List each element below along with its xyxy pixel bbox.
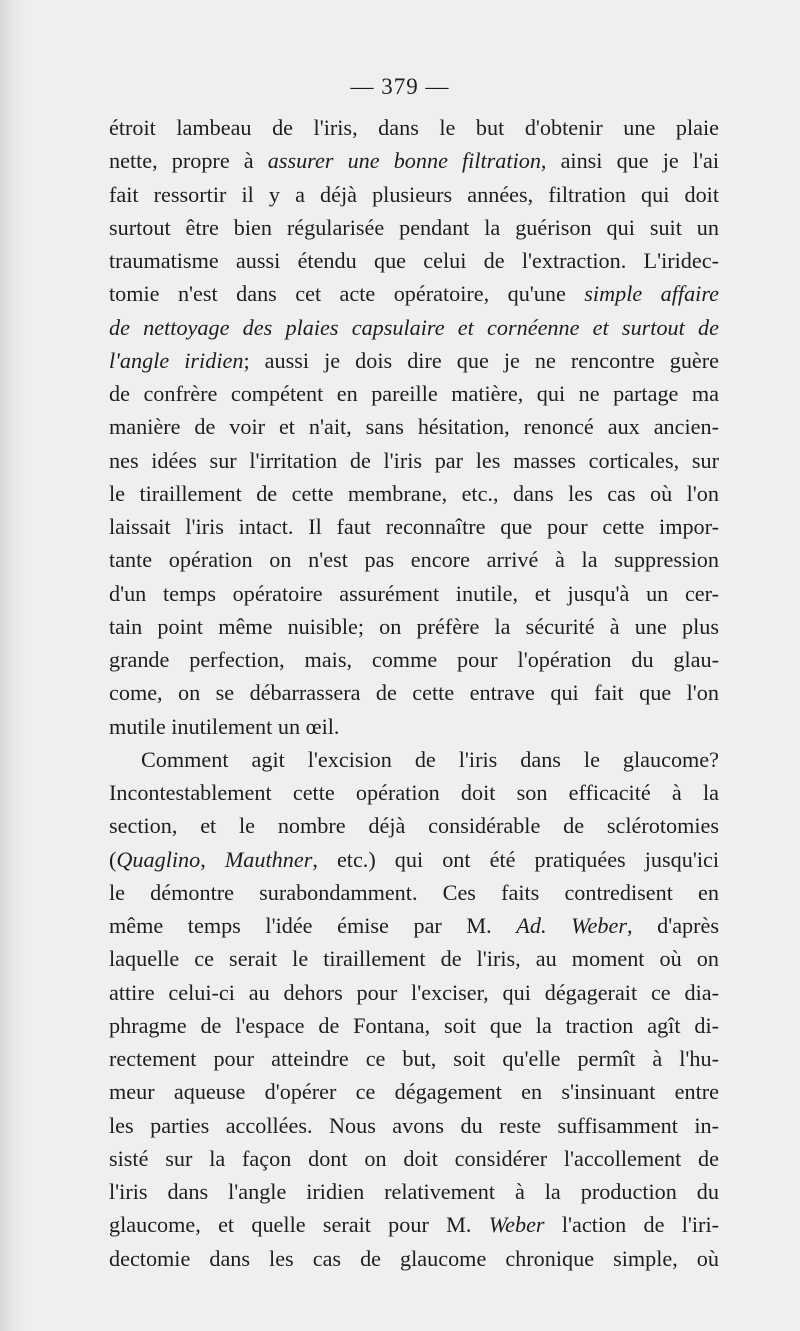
text-segment: tante opération on n'est pas encore arrivé à la suppression	[109, 547, 719, 573]
text-line	[109, 277, 719, 310]
page-number: — 379 —	[350, 74, 450, 99]
italic-text: Quaglino	[116, 846, 201, 872]
text-segment: étroit lambeau de l'iris, dans le but d'obtenir une plaie	[109, 115, 719, 140]
italic-text: Ad. Weber	[516, 913, 627, 938]
text-line	[109, 211, 719, 244]
text-segment: come, on se débarrassera de cette entrave qui fait que l'on	[109, 680, 719, 706]
text-segment: manière de voir et n'ait, sans hésitation, renoncé aux ancien-	[109, 414, 719, 440]
text-segment: Comment agit l'excision de l'iris dans le glaucome?	[141, 746, 719, 772]
text-line	[109, 477, 719, 510]
text-line	[109, 610, 719, 643]
text-line	[109, 643, 719, 676]
text-line	[109, 344, 719, 377]
text-line	[109, 577, 719, 610]
text-line	[109, 1142, 719, 1175]
body-text	[109, 111, 719, 1275]
text-segment: , ainsi que je l'ai	[540, 148, 719, 174]
text-segment: rectement pour atteindre ce but, soit qu'elle permît à l'hu-	[109, 1046, 719, 1071]
text-line	[109, 1042, 719, 1075]
text-line	[109, 876, 719, 909]
text-segment: tomie n'est dans cet acte opératoire, qu'une	[109, 281, 585, 307]
text-segment: nes idées sur l'irritation de l'iris par les masses corticales, sur	[109, 447, 719, 473]
text-line	[109, 1075, 719, 1108]
text-line	[109, 776, 719, 809]
text-segment: nette, propre à	[109, 148, 268, 174]
text-line	[109, 377, 719, 410]
text-segment: laquelle ce serait le tiraillement de l'iris, au moment où on	[109, 946, 719, 972]
text-segment: les parties accollées. Nous avons du reste suffisamment in-	[109, 1112, 719, 1138]
text-line	[109, 144, 719, 177]
text-segment: section, et le nombre déjà considérable de sclérotomies	[109, 813, 719, 839]
text-line	[109, 843, 719, 876]
text-line	[109, 1009, 719, 1042]
text-segment: même temps l'idée émise par M.	[109, 913, 517, 938]
text-segment: l'iris dans l'angle iridien relativement à la production du	[109, 1179, 719, 1204]
text-line	[109, 942, 719, 975]
text-segment: fait ressortir il y a déjà plusieurs années, filtration qui doit	[109, 181, 719, 207]
text-line	[109, 676, 719, 709]
text-line	[109, 111, 719, 144]
italic-text: Mauthner	[224, 846, 313, 872]
text-line	[109, 410, 719, 443]
text-segment: , etc.) qui ont été pratiquées jusqu'ici	[312, 846, 719, 872]
text-segment: attire celui-ci au dehors pour l'exciser, qui dégagerait ce dia-	[109, 979, 719, 1005]
text-segment: grande perfection, mais, comme pour l'opération du glau-	[109, 647, 719, 672]
text-segment: ,	[200, 846, 225, 872]
text-line	[109, 244, 719, 277]
text-segment: mutile inutilement un œil.	[109, 713, 340, 739]
text-segment: meur aqueuse d'opérer ce dégagement en s'insinuant entre	[109, 1079, 719, 1105]
text-line	[109, 1242, 719, 1275]
text-line	[109, 510, 719, 543]
text-segment: , d'après	[626, 913, 719, 938]
text-line	[109, 444, 719, 477]
text-segment: d'un temps opératoire assurément inutile, et jusqu'à un cer-	[109, 580, 719, 606]
text-line	[109, 178, 719, 211]
text-segment: (	[109, 846, 117, 872]
text-segment: Incontestablement cette opération doit son efficacité à la	[109, 780, 719, 805]
text-segment: sisté sur la façon dont on doit considérer l'accollement de	[109, 1145, 719, 1171]
text-segment: tain point même nuisible; on préfère la sécurité à une plus	[109, 613, 719, 639]
text-line	[109, 809, 719, 842]
text-line	[109, 909, 719, 942]
text-segment: glaucome, et quelle serait pour M.	[109, 1212, 489, 1238]
italic-text: l'angle iridien	[109, 347, 244, 373]
italic-text: Weber	[488, 1212, 545, 1238]
text-segment: surtout être bien régularisée pendant la guérison qui suit un	[109, 214, 719, 240]
text-line	[109, 1109, 719, 1142]
text-segment: ; aussi je dois dire que je ne rencontre guère	[243, 347, 719, 373]
text-segment: de confrère compétent en pareille matière, qui ne partage ma	[109, 381, 719, 406]
italic-text: de nettoyage des plaies capsulaire et cornéenne et surtout de	[109, 314, 719, 340]
text-segment: dectomie dans les cas de glaucome chronique simple, où	[109, 1245, 719, 1271]
text-segment: traumatisme aussi étendu que celui de l'extraction. L'iridec-	[109, 248, 719, 273]
text-line	[109, 710, 719, 743]
text-segment: laissait l'iris intact. Il faut reconnaître que pour cette impor-	[109, 514, 719, 539]
text-line	[109, 311, 719, 344]
text-segment: le démontre surabondamment. Ces faits contredisent en	[109, 879, 719, 905]
italic-text: simple affaire	[584, 281, 719, 307]
text-line	[109, 543, 719, 576]
text-line	[109, 743, 719, 776]
text-segment: le tiraillement de cette membrane, etc., dans les cas où l'on	[109, 480, 719, 506]
italic-text: assurer une bonne filtration	[267, 148, 541, 174]
text-line	[109, 1175, 719, 1208]
text-segment: phragme de l'espace de Fontana, soit que la traction agît di-	[109, 1012, 719, 1038]
text-line	[109, 976, 719, 1009]
text-segment: l'action de l'iri-	[544, 1212, 719, 1238]
text-line	[109, 1208, 719, 1241]
